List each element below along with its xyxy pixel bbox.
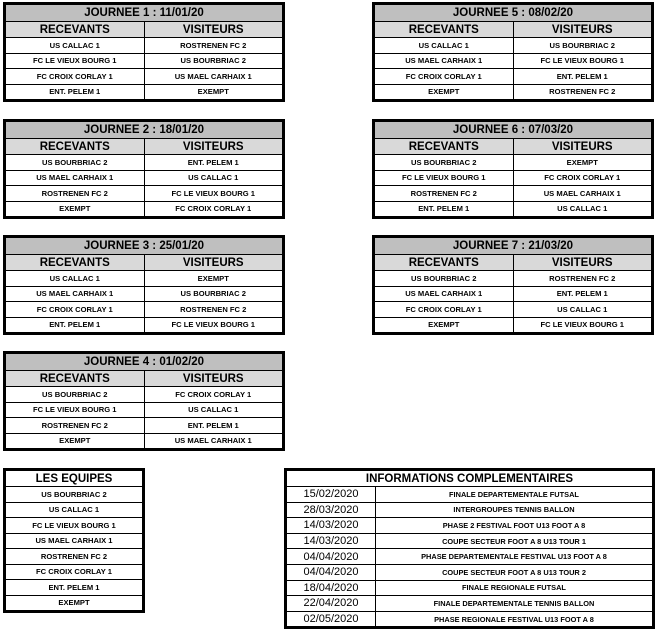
away-team: US CALLAC 1	[144, 170, 283, 186]
match-row	[375, 38, 652, 54]
away-team: ROSTRENEN FC 2	[513, 271, 652, 287]
teams-table	[5, 470, 143, 611]
info-row	[287, 487, 653, 503]
journee-title: JOURNEE 7 : 21/03/20	[375, 238, 652, 255]
journee-title: JOURNEE 2 : 18/01/20	[6, 122, 283, 139]
away-team: US CALLAC 1	[513, 201, 652, 217]
away-team: US CALLAC 1	[513, 302, 652, 318]
journee-title: JOURNEE 5 : 08/02/20	[375, 5, 652, 22]
info-event: COUPE SECTEUR FOOT A 8 U13 TOUR 1	[376, 533, 653, 549]
header-visiteurs: VISITEURS	[513, 255, 652, 271]
header-visiteurs: VISITEURS	[144, 255, 283, 271]
home-team: US MAEL CARHAIX 1	[375, 286, 514, 302]
team-name: FC LE VIEUX BOURG 1	[6, 518, 143, 534]
away-team: EXEMPT	[144, 271, 283, 287]
header-recevants: RECEVANTS	[6, 22, 145, 38]
away-team: US BOURBRIAC 2	[513, 38, 652, 54]
away-team: FC CROIX CORLAY 1	[144, 201, 283, 217]
match-row	[375, 317, 652, 333]
info-event: PHASE 2 FESTIVAL FOOT U13 FOOT A 8	[376, 518, 653, 534]
home-team: ROSTRENEN FC 2	[6, 186, 145, 202]
info-date: 14/03/2020	[287, 533, 376, 549]
home-team: US BOURBRIAC 2	[6, 155, 145, 171]
info-row	[287, 502, 653, 518]
away-team: FC LE VIEUX BOURG 1	[144, 186, 283, 202]
info-row	[287, 611, 653, 627]
match-row	[6, 69, 283, 85]
journee-7-table	[374, 237, 652, 333]
home-team: FC LE VIEUX BOURG 1	[6, 402, 145, 418]
header-recevants: RECEVANTS	[6, 255, 145, 271]
info-event: PHASE DEPARTEMENTALE FESTIVAL U13 FOOT A 8	[376, 549, 653, 565]
away-team: US MAEL CARHAIX 1	[513, 186, 652, 202]
header-visiteurs: VISITEURS	[144, 22, 283, 38]
home-team: US MAEL CARHAIX 1	[6, 286, 145, 302]
home-team: EXEMPT	[6, 433, 145, 449]
team-row	[6, 533, 143, 549]
team-name: FC CROIX CORLAY 1	[6, 564, 143, 580]
away-team: US MAEL CARHAIX 1	[144, 69, 283, 85]
journee-4-table	[5, 353, 283, 449]
journee-5-table	[374, 4, 652, 100]
home-team: US BOURBRIAC 2	[375, 271, 514, 287]
journee-1-block	[3, 2, 285, 102]
team-row	[6, 518, 143, 534]
home-team: ROSTRENEN FC 2	[6, 418, 145, 434]
info-date: 14/03/2020	[287, 518, 376, 534]
match-row	[6, 155, 283, 171]
info-event: INTERGROUPES TENNIS BALLON	[376, 502, 653, 518]
header-visiteurs: VISITEURS	[144, 139, 283, 155]
team-row	[6, 564, 143, 580]
journee-6-table	[374, 121, 652, 217]
teams-title: LES EQUIPES	[6, 471, 143, 487]
match-row	[375, 201, 652, 217]
home-team: FC LE VIEUX BOURG 1	[6, 53, 145, 69]
away-team: ROSTRENEN FC 2	[144, 38, 283, 54]
match-row	[375, 186, 652, 202]
match-row	[6, 387, 283, 403]
match-row	[375, 84, 652, 100]
match-row	[375, 155, 652, 171]
home-team: EXEMPT	[375, 84, 514, 100]
match-row	[6, 433, 283, 449]
info-event: FINALE DEPARTEMENTALE TENNIS BALLON	[376, 596, 653, 612]
journee-title: JOURNEE 4 : 01/02/20	[6, 354, 283, 371]
away-team: FC LE VIEUX BOURG 1	[513, 317, 652, 333]
home-team: ENT. PELEM 1	[6, 317, 145, 333]
info-row	[287, 549, 653, 565]
away-team: ENT. PELEM 1	[513, 69, 652, 85]
away-team: FC CROIX CORLAY 1	[513, 170, 652, 186]
match-row	[6, 302, 283, 318]
info-block	[284, 468, 655, 629]
home-team: US MAEL CARHAIX 1	[375, 53, 514, 69]
match-row	[6, 286, 283, 302]
journee-3-table	[5, 237, 283, 333]
away-team: ENT. PELEM 1	[144, 418, 283, 434]
away-team: ROSTRENEN FC 2	[144, 302, 283, 318]
home-team: FC CROIX CORLAY 1	[375, 302, 514, 318]
teams-block	[3, 468, 145, 613]
team-row	[6, 502, 143, 518]
info-table	[286, 470, 653, 627]
team-row	[6, 595, 143, 611]
header-recevants: RECEVANTS	[375, 22, 514, 38]
journee-2-table	[5, 121, 283, 217]
journee-7-block	[372, 235, 654, 335]
info-date: 28/03/2020	[287, 502, 376, 518]
away-team: US MAEL CARHAIX 1	[144, 433, 283, 449]
match-row	[375, 170, 652, 186]
header-recevants: RECEVANTS	[375, 139, 514, 155]
info-title: INFORMATIONS COMPLEMENTAIRES	[287, 471, 653, 487]
info-row	[287, 580, 653, 596]
info-event: FINALE DEPARTEMENTALE FUTSAL	[376, 487, 653, 503]
match-row	[6, 201, 283, 217]
journee-4-block	[3, 351, 285, 451]
home-team: FC CROIX CORLAY 1	[6, 69, 145, 85]
match-row	[375, 271, 652, 287]
home-team: ENT. PELEM 1	[6, 84, 145, 100]
match-row	[6, 38, 283, 54]
away-team: US CALLAC 1	[144, 402, 283, 418]
away-team: US BOURBRIAC 2	[144, 286, 283, 302]
info-date: 15/02/2020	[287, 487, 376, 503]
match-row	[6, 186, 283, 202]
team-row	[6, 549, 143, 565]
home-team: US MAEL CARHAIX 1	[6, 170, 145, 186]
match-row	[6, 271, 283, 287]
away-team: FC CROIX CORLAY 1	[144, 387, 283, 403]
header-recevants: RECEVANTS	[375, 255, 514, 271]
header-visiteurs: VISITEURS	[144, 371, 283, 387]
home-team: EXEMPT	[6, 201, 145, 217]
away-team: FC LE VIEUX BOURG 1	[144, 317, 283, 333]
match-row	[6, 402, 283, 418]
away-team: US BOURBRIAC 2	[144, 53, 283, 69]
info-event: COUPE SECTEUR FOOT A 8 U13 TOUR 2	[376, 564, 653, 580]
info-row	[287, 518, 653, 534]
journee-title: JOURNEE 1 : 11/01/20	[6, 5, 283, 22]
match-row	[6, 170, 283, 186]
home-team: US BOURBRIAC 2	[375, 155, 514, 171]
info-event: PHASE REGIONALE FESTIVAL U13 FOOT A 8	[376, 611, 653, 627]
away-team: ENT. PELEM 1	[144, 155, 283, 171]
away-team: ENT. PELEM 1	[513, 286, 652, 302]
header-recevants: RECEVANTS	[6, 139, 145, 155]
home-team: US CALLAC 1	[375, 38, 514, 54]
team-name: EXEMPT	[6, 595, 143, 611]
away-team: EXEMPT	[144, 84, 283, 100]
info-row	[287, 533, 653, 549]
info-row	[287, 564, 653, 580]
away-team: EXEMPT	[513, 155, 652, 171]
team-row	[6, 487, 143, 503]
home-team: FC LE VIEUX BOURG 1	[375, 170, 514, 186]
info-date: 04/04/2020	[287, 549, 376, 565]
match-row	[375, 302, 652, 318]
team-name: US CALLAC 1	[6, 502, 143, 518]
home-team: FC CROIX CORLAY 1	[6, 302, 145, 318]
home-team: US CALLAC 1	[6, 38, 145, 54]
journee-title: JOURNEE 3 : 25/01/20	[6, 238, 283, 255]
journee-3-block	[3, 235, 285, 335]
home-team: US BOURBRIAC 2	[6, 387, 145, 403]
info-date: 22/04/2020	[287, 596, 376, 612]
home-team: FC CROIX CORLAY 1	[375, 69, 514, 85]
match-row	[375, 53, 652, 69]
header-visiteurs: VISITEURS	[513, 139, 652, 155]
home-team: ROSTRENEN FC 2	[375, 186, 514, 202]
match-row	[375, 69, 652, 85]
info-event: FINALE REGIONALE FUTSAL	[376, 580, 653, 596]
match-row	[375, 286, 652, 302]
team-name: ROSTRENEN FC 2	[6, 549, 143, 565]
match-row	[6, 53, 283, 69]
journee-6-block	[372, 119, 654, 219]
team-name: US BOURBRIAC 2	[6, 487, 143, 503]
header-visiteurs: VISITEURS	[513, 22, 652, 38]
header-recevants: RECEVANTS	[6, 371, 145, 387]
info-date: 04/04/2020	[287, 564, 376, 580]
away-team: ROSTRENEN FC 2	[513, 84, 652, 100]
team-name: ENT. PELEM 1	[6, 580, 143, 596]
journee-2-block	[3, 119, 285, 219]
journee-1-table	[5, 4, 283, 100]
team-name: US MAEL CARHAIX 1	[6, 533, 143, 549]
info-date: 02/05/2020	[287, 611, 376, 627]
journee-5-block	[372, 2, 654, 102]
home-team: ENT. PELEM 1	[375, 201, 514, 217]
home-team: EXEMPT	[375, 317, 514, 333]
match-row	[6, 84, 283, 100]
away-team: FC LE VIEUX BOURG 1	[513, 53, 652, 69]
info-date: 18/04/2020	[287, 580, 376, 596]
home-team: US CALLAC 1	[6, 271, 145, 287]
info-row	[287, 596, 653, 612]
journee-title: JOURNEE 6 : 07/03/20	[375, 122, 652, 139]
team-row	[6, 580, 143, 596]
match-row	[6, 317, 283, 333]
match-row	[6, 418, 283, 434]
